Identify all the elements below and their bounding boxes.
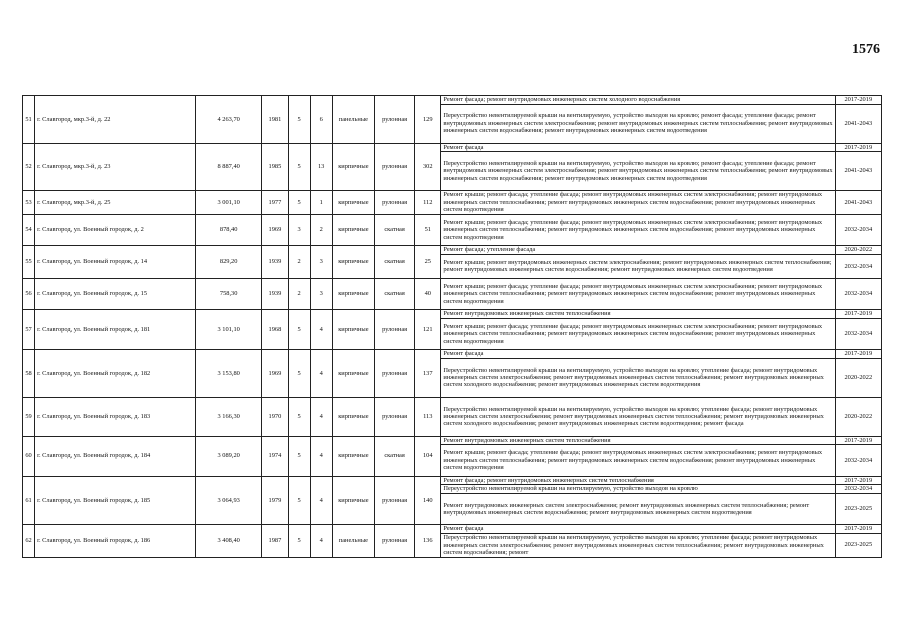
floors-cell: 5 (288, 525, 310, 557)
floors-cell: 5 (288, 143, 310, 191)
address-cell: г. Славгород, ул. Военный городок, д. 15 (35, 278, 196, 309)
build-year-cell: 1987 (262, 525, 288, 557)
floors-cell: 5 (288, 476, 310, 525)
floors-cell: 2 (288, 246, 310, 278)
work-period-cell: 2017-2019 (835, 525, 881, 534)
work-description-cell: Ремонт фасада; ремонт внутридомовых инженерных систем теплоснабжения (441, 476, 835, 485)
build-year-cell: 1969 (262, 350, 288, 398)
work-period-cell: 2041-2043 (835, 191, 881, 215)
entrances-cell: 4 (310, 436, 332, 476)
build-year-cell: 1985 (262, 143, 288, 191)
address-cell: г. Славгород, мкр.3-й, д. 25 (35, 191, 196, 215)
row-number: 57 (23, 310, 35, 350)
work-period-cell: 2032-2034 (835, 318, 881, 349)
address-cell: г. Славгород, ул. Военный городок, д. 186 (35, 525, 196, 557)
work-description-cell: Ремонт крыши; ремонт фасада; утепление фасада; ремонт внутридомовых инженерных систем электроснабжения; ремонт внутридомовых инженерных систем теплоснабжения; ремонт внутридомовых инженерных систем водоснабжения; ремонт внутридомовых инженерных систем водоотведения (441, 214, 835, 245)
build-year-cell: 1939 (262, 246, 288, 278)
apartments-cell: 112 (415, 191, 441, 215)
area-cell: 3 101,10 (195, 310, 261, 350)
table-body (23, 96, 882, 558)
table-row (23, 246, 882, 255)
entrances-cell: 4 (310, 397, 332, 436)
area-cell: 8 887,40 (195, 143, 261, 191)
floors-cell: 5 (288, 397, 310, 436)
row-number: 59 (23, 397, 35, 436)
roof-type-cell: скатная (374, 436, 414, 476)
roof-type-cell: скатная (374, 246, 414, 278)
table-row (23, 214, 882, 245)
table-row (23, 397, 882, 436)
apartments-cell: 121 (415, 310, 441, 350)
work-description-cell: Ремонт крыши; ремонт фасада; утепление фасада; ремонт внутридомовых инженерных систем электроснабжения; ремонт внутридомовых инженерных систем теплоснабжения; ремонт внутридомовых инженерных систем водоснабжения; ремонт внутридомовых инженерных систем водоотведения (441, 445, 835, 476)
work-period-cell: 2041-2043 (835, 104, 881, 143)
work-period-cell: 2032-2034 (835, 445, 881, 476)
roof-type-cell: рулонная (374, 310, 414, 350)
entrances-cell: 3 (310, 246, 332, 278)
wall-material-cell: кирпичные (332, 143, 374, 191)
address-cell: г. Славгород, ул. Военный городок, д. 183 (35, 397, 196, 436)
apartments-cell: 104 (415, 436, 441, 476)
area-cell: 3 064,93 (195, 476, 261, 525)
apartments-cell: 113 (415, 397, 441, 436)
housing-register-table (22, 95, 882, 558)
area-cell: 878,40 (195, 214, 261, 245)
wall-material-cell: кирпичные (332, 310, 374, 350)
apartments-cell: 40 (415, 278, 441, 309)
entrances-cell: 6 (310, 96, 332, 144)
floors-cell: 5 (288, 350, 310, 398)
work-period-cell: 2041-2043 (835, 152, 881, 191)
floors-cell: 5 (288, 96, 310, 144)
address-cell: г. Славгород, ул. Военный городок, д. 2 (35, 214, 196, 245)
entrances-cell: 4 (310, 310, 332, 350)
build-year-cell: 1969 (262, 214, 288, 245)
row-number: 51 (23, 96, 35, 144)
entrances-cell: 2 (310, 214, 332, 245)
build-year-cell: 1979 (262, 476, 288, 525)
apartments-cell: 136 (415, 525, 441, 557)
table-row (23, 350, 882, 359)
area-cell: 3 089,20 (195, 436, 261, 476)
address-cell: г. Славгород, ул. Военный городок, д. 181 (35, 310, 196, 350)
work-description-cell: Ремонт фасада (441, 350, 835, 359)
roof-type-cell: рулонная (374, 96, 414, 144)
build-year-cell: 1939 (262, 278, 288, 309)
work-description-cell: Ремонт внутридомовых инженерных систем теплоснабжения (441, 436, 835, 445)
address-cell: г. Славгород, ул. Военный городок, д. 185 (35, 476, 196, 525)
work-description-cell: Ремонт крыши; ремонт фасада; утепление фасада; ремонт внутридомовых инженерных систем электроснабжения; ремонт внутридомовых инженерных систем теплоснабжения; ремонт внутридомовых инженерных систем водоснабжения; ремонт внутридомовых инженерных систем водоотведения (441, 318, 835, 349)
wall-material-cell: кирпичные (332, 278, 374, 309)
row-number: 60 (23, 436, 35, 476)
entrances-cell: 13 (310, 143, 332, 191)
address-cell: г. Славгород, мкр.3-й, д. 23 (35, 143, 196, 191)
table-row (23, 143, 882, 152)
apartments-cell: 25 (415, 246, 441, 278)
work-period-cell: 2017-2019 (835, 350, 881, 359)
area-cell: 829,20 (195, 246, 261, 278)
row-number: 54 (23, 214, 35, 245)
table-row (23, 278, 882, 309)
entrances-cell: 4 (310, 525, 332, 557)
work-description-cell: Переустройство невентилируемой крыши на вентилируемую, устройство выходов на кровлю; утепление фасада; ремонт внутридомовых инженерных систем электроснабжения; ремонт внутридомовых инженерных систем теплоснабжения; ремонт внутридомовых инженерных систем водоснабжения; ремонт (441, 533, 835, 557)
roof-type-cell: рулонная (374, 143, 414, 191)
wall-material-cell: кирпичные (332, 476, 374, 525)
entrances-cell: 1 (310, 191, 332, 215)
area-cell: 3 408,40 (195, 525, 261, 557)
work-period-cell: 2023-2025 (835, 533, 881, 557)
floors-cell: 5 (288, 191, 310, 215)
work-period-cell: 2032-2034 (835, 485, 881, 494)
floors-cell: 3 (288, 214, 310, 245)
build-year-cell: 1968 (262, 310, 288, 350)
work-description-cell: Ремонт крыши; ремонт фасада; утепление фасада; ремонт внутридомовых инженерных систем электроснабжения; ремонт внутридомовых инженерных систем теплоснабжения; ремонт внутридомовых инженерных систем водоснабжения; ремонт внутридомовых инженерных систем водоотведения (441, 191, 835, 215)
row-number: 62 (23, 525, 35, 557)
work-period-cell: 2020-2022 (835, 358, 881, 397)
table-row (23, 96, 882, 105)
work-period-cell: 2020-2022 (835, 397, 881, 436)
build-year-cell: 1977 (262, 191, 288, 215)
wall-material-cell: панельные (332, 96, 374, 144)
floors-cell: 5 (288, 310, 310, 350)
wall-material-cell: кирпичные (332, 191, 374, 215)
wall-material-cell: кирпичные (332, 246, 374, 278)
work-period-cell: 2032-2034 (835, 254, 881, 278)
work-description-cell: Переустройство невентилируемой крыши на вентилируемую, устройство выходов на кровлю; утепление фасада; ремонт внутридомовых инженерных систем электроснабжения; ремонт внутридомовых инженерных систем теплоснабжения; ремонт внутридомовых инженерных систем холодного водоснабжения; ремонт внутридомовых инженерных систем водоотведения; ремонт фасада (441, 397, 835, 436)
apartments-cell: 302 (415, 143, 441, 191)
wall-material-cell: кирпичные (332, 397, 374, 436)
area-cell: 3 001,10 (195, 191, 261, 215)
wall-material-cell: кирпичные (332, 436, 374, 476)
area-cell: 3 153,80 (195, 350, 261, 398)
work-period-cell: 2017-2019 (835, 96, 881, 105)
work-description-cell: Ремонт фасада (441, 525, 835, 534)
table-row (23, 436, 882, 445)
wall-material-cell: кирпичные (332, 214, 374, 245)
work-description-cell: Ремонт фасада; ремонт внутридомовых инженерных систем холодного водоснабжения (441, 96, 835, 105)
area-cell: 4 263,70 (195, 96, 261, 144)
address-cell: г. Славгород, ул. Военный городок, д. 14 (35, 246, 196, 278)
floors-cell: 2 (288, 278, 310, 309)
build-year-cell: 1981 (262, 96, 288, 144)
work-period-cell: 2023-2025 (835, 493, 881, 524)
row-number: 61 (23, 476, 35, 525)
work-description-cell: Переустройство невентилируемой крыши на вентилируемую, устройство выходов на кровлю; утепление фасада; ремонт внутридомовых инженерных систем электроснабжения; ремонт внутридомовых инженерных систем теплоснабжения; ремонт внутридомовых инженерных систем холодного водоснабжения; ремонт внутридомовых инженерных систем водоотведения (441, 358, 835, 397)
roof-type-cell: скатная (374, 214, 414, 245)
roof-type-cell: рулонная (374, 476, 414, 525)
page-number: 1576 (852, 42, 880, 57)
work-description-cell: Ремонт внутридомовых инженерных систем теплоснабжения (441, 310, 835, 319)
table-row (23, 191, 882, 215)
work-description-cell: Ремонт фасада (441, 143, 835, 152)
roof-type-cell: рулонная (374, 191, 414, 215)
table-row (23, 476, 882, 485)
work-description-cell: Ремонт внутридомовых инженерных систем электроснабжения; ремонт внутридомовых инженерных систем теплоснабжения; ремонт внутридомовых инженерных систем водоснабжения; ремонт внутридомовых инженерных систем водоотведения (441, 493, 835, 524)
floors-cell: 5 (288, 436, 310, 476)
table-row (23, 310, 882, 319)
build-year-cell: 1970 (262, 397, 288, 436)
area-cell: 758,30 (195, 278, 261, 309)
work-description-cell: Ремонт фасада; утепление фасада (441, 246, 835, 255)
work-period-cell: 2017-2019 (835, 143, 881, 152)
entrances-cell: 4 (310, 350, 332, 398)
build-year-cell: 1974 (262, 436, 288, 476)
work-period-cell: 2032-2034 (835, 214, 881, 245)
address-cell: г. Славгород, мкр.3-й, д. 22 (35, 96, 196, 144)
row-number: 58 (23, 350, 35, 398)
work-period-cell: 2017-2019 (835, 476, 881, 485)
row-number: 53 (23, 191, 35, 215)
apartments-cell: 51 (415, 214, 441, 245)
row-number: 55 (23, 246, 35, 278)
row-number: 56 (23, 278, 35, 309)
entrances-cell: 3 (310, 278, 332, 309)
work-description-cell: Переустройство невентилируемой крыши на вентилируемую, устройство выходов на кровлю; ремонт фасада; утепление фасада; ремонт внутридомовых инженерных систем электроснабжения; ремонт внутридомовых инженерных систем теплоснабжения; ремонт внутридомовых инженерных систем водоснабжения; ремонт внутридомовых инженерных систем водоотведения (441, 104, 835, 143)
apartments-cell: 137 (415, 350, 441, 398)
apartments-cell: 140 (415, 476, 441, 525)
work-period-cell: 2017-2019 (835, 436, 881, 445)
wall-material-cell: панельные (332, 525, 374, 557)
roof-type-cell: рулонная (374, 525, 414, 557)
roof-type-cell: рулонная (374, 397, 414, 436)
address-cell: г. Славгород, ул. Военный городок, д. 184 (35, 436, 196, 476)
work-period-cell: 2017-2019 (835, 310, 881, 319)
work-description-cell: Переустройство невентилируемой крыши на вентилируемую, устройство выходов на кровлю (441, 485, 835, 494)
roof-type-cell: скатная (374, 278, 414, 309)
entrances-cell: 4 (310, 476, 332, 525)
area-cell: 3 166,30 (195, 397, 261, 436)
address-cell: г. Славгород, ул. Военный городок, д. 182 (35, 350, 196, 398)
wall-material-cell: кирпичные (332, 350, 374, 398)
work-period-cell: 2032-2034 (835, 278, 881, 309)
work-description-cell: Ремонт крыши; ремонт внутридомовых инженерных систем электроснабжения; ремонт внутридомовых инженерных систем теплоснабжения; ремонт внутридомовых инженерных систем водоснабжения; ремонт внутридомовых инженерных систем водоотведения (441, 254, 835, 278)
row-number: 52 (23, 143, 35, 191)
work-description-cell: Переустройство невентилируемой крыши на вентилируемую, устройство выходов на кровлю; ремонт фасада; утепление фасада; ремонт внутридомовых инженерных систем электроснабжения; ремонт внутридомовых инженерных систем теплоснабжения; ремонт внутридомовых инженерных систем водоснабжения; ремонт внутридомовых инженерных систем водоотведения (441, 152, 835, 191)
roof-type-cell: рулонная (374, 350, 414, 398)
work-period-cell: 2020-2022 (835, 246, 881, 255)
apartments-cell: 129 (415, 96, 441, 144)
table-row (23, 525, 882, 534)
work-description-cell: Ремонт крыши; ремонт фасада; утепление фасада; ремонт внутридомовых инженерных систем электроснабжения; ремонт внутридомовых инженерных систем теплоснабжения; ремонт внутридомовых инженерных систем водоснабжения; ремонт внутридомовых инженерных систем водоотведения (441, 278, 835, 309)
